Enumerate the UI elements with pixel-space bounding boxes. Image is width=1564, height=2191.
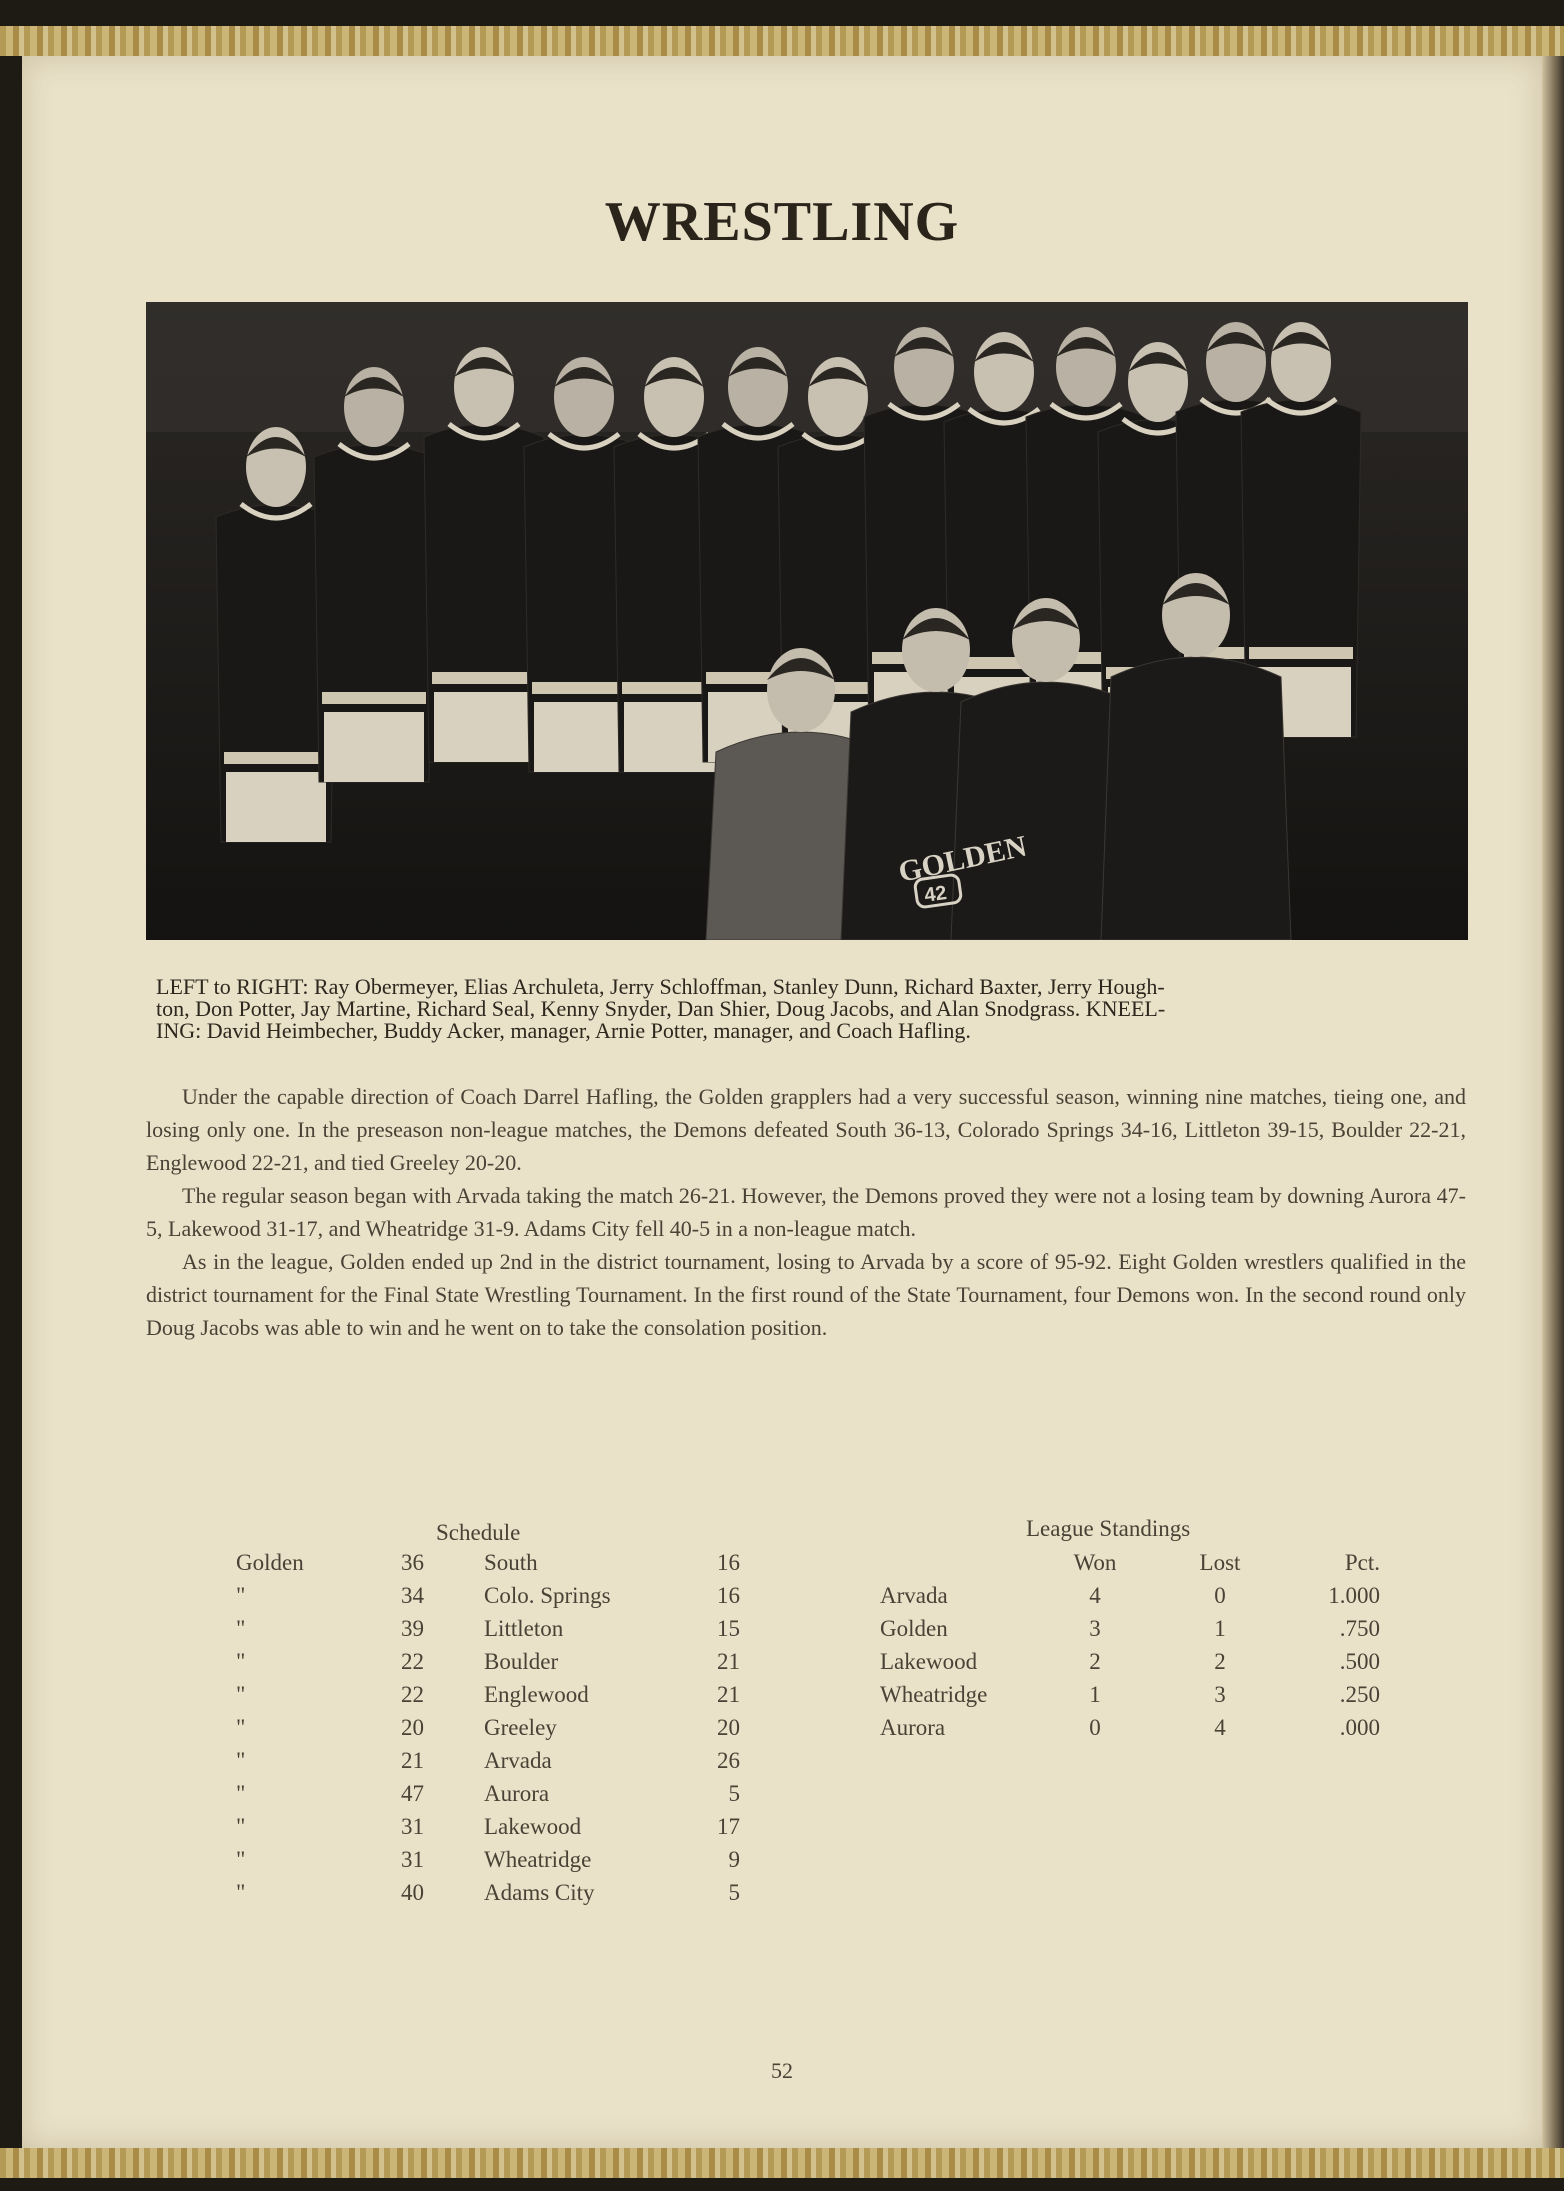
opponent-name: Arvada: [484, 1748, 552, 1773]
golden-score: 39: [401, 1616, 424, 1641]
golden-score: 40: [401, 1880, 424, 1905]
opponent-score: 17: [717, 1814, 740, 1839]
jersey-lettering: GOLDEN: [895, 829, 1030, 889]
opponent-name: Littleton: [484, 1616, 564, 1641]
caption-line: ton, Don Potter, Jay Martine, Richard Seal, Kenny Snyder, Dan Shier, Doug Jacobs, and Alan Snodgrass. KNEEL-: [156, 996, 1166, 1021]
opponent-name: Aurora: [484, 1781, 550, 1806]
opponent-name: Adams City: [484, 1880, 595, 1905]
standings-pct: .500: [1339, 1649, 1380, 1674]
opponent-score: 9: [728, 1847, 740, 1872]
standings-won: 1: [1089, 1682, 1101, 1707]
standings-lost: 2: [1214, 1649, 1226, 1674]
schedule-team: ": [236, 1583, 246, 1608]
team-photo: [146, 302, 1468, 940]
article-paragraph: The regular season began with Arvada taking the match 26-21. However, the Demons proved they were not a losing team by downing Aurora 47-5, Lakewood 31-17, and Wheatridge 31-9. Adams City fell 40-5 in a non-league match.: [146, 1183, 1466, 1241]
opponent-name: Wheatridge: [484, 1847, 592, 1872]
standings-row: [0, 1682, 1564, 1715]
golden-score: 36: [401, 1550, 424, 1575]
schedule-team: ": [236, 1649, 246, 1674]
opponent-score: 5: [728, 1781, 740, 1806]
golden-score: 21: [401, 1748, 424, 1773]
article-paragraph: Under the capable direction of Coach Darrel Hafling, the Golden grapplers had a very successful season, winning nine matches, tieing one, and losing only one. In the preseason non-league matches, the Demons defeated South 36-13, Colorado Springs 34-16, Littleton 39-15, Boulder 22-21, Englewood 22-21, and tied Greeley 20-20.: [146, 1084, 1466, 1175]
opponent-name: Colo. Springs: [484, 1583, 611, 1608]
pct-header: Pct.: [1344, 1550, 1380, 1575]
standings-row: [0, 1715, 1564, 1748]
team-photo-illustration: [146, 302, 1468, 940]
opponent-name: Greeley: [484, 1715, 557, 1740]
caption-line: LEFT to RIGHT: Ray Obermeyer, Elias Archuleta, Jerry Schloffman, Stanley Dunn, Richard Baxter, Jerry Hough-: [156, 974, 1165, 999]
standings-team: Arvada: [880, 1583, 948, 1608]
standings-won: 4: [1089, 1583, 1101, 1608]
schedule-row: [0, 1880, 800, 1913]
top-gold-border: [0, 26, 1564, 56]
opponent-name: Boulder: [484, 1649, 559, 1674]
golden-score: 22: [401, 1682, 424, 1707]
opponent-score: 5: [728, 1880, 740, 1905]
standings-team: Golden: [880, 1616, 948, 1641]
schedule-team: ": [236, 1814, 246, 1839]
photo-caption: [156, 976, 1456, 1042]
schedule-team: ": [236, 1715, 246, 1740]
lost-header: Lost: [1199, 1550, 1241, 1575]
page-number: 52: [771, 2058, 793, 2083]
caption-line: ING: David Heimbecher, Buddy Acker, manager, Arnie Potter, manager, and Coach Hafling.: [156, 1018, 971, 1043]
schedule-row: [0, 1781, 800, 1814]
opponent-score: 21: [717, 1649, 740, 1674]
golden-score: 22: [401, 1649, 424, 1674]
won-header: Won: [1073, 1550, 1117, 1575]
standings-lost: 3: [1214, 1682, 1226, 1707]
standings-row: [0, 1616, 1564, 1649]
standings-header-row: [0, 1550, 1564, 1583]
schedule-team: ": [236, 1682, 246, 1707]
standings-row: [0, 1583, 1564, 1616]
schedule-row: [0, 1748, 800, 1781]
schedule-team: ": [236, 1847, 246, 1872]
bottom-gold-border: [0, 2148, 1564, 2178]
golden-score: 31: [401, 1814, 424, 1839]
opponent-name: Lakewood: [484, 1814, 582, 1839]
schedule-team: ": [236, 1781, 246, 1806]
schedule-team: Golden: [236, 1550, 304, 1575]
standings-team: Aurora: [880, 1715, 946, 1740]
standings-won: 2: [1089, 1649, 1101, 1674]
schedule-team: ": [236, 1616, 246, 1641]
standings-pct: .000: [1339, 1715, 1380, 1740]
golden-score: 31: [401, 1847, 424, 1872]
schedule-row: [0, 1847, 800, 1880]
jersey-number: 42: [923, 881, 949, 907]
article-paragraph: As in the league, Golden ended up 2nd in the district tournament, losing to Arvada by a score of 95-92. Eight Golden wrestlers qualified in the district tournament for the Final State Wrestling Tournament. In the first round of the State Tournament, four Demons won. In the second round only Doug Jacobs was able to win and he went on to take the consolation position.: [146, 1249, 1466, 1340]
golden-score: 47: [401, 1781, 424, 1806]
standings-row: [0, 1649, 1564, 1682]
opponent-name: Englewood: [484, 1682, 589, 1707]
standings-lost: 1: [1214, 1616, 1226, 1641]
book-spine-edge: [1542, 56, 1564, 2148]
opponent-score: 16: [717, 1583, 740, 1608]
standings-won: 0: [1089, 1715, 1101, 1740]
standings-team: Lakewood: [880, 1649, 978, 1674]
standings-lost: 0: [1214, 1583, 1226, 1608]
schedule-team: ": [236, 1880, 246, 1905]
golden-score: 20: [401, 1715, 424, 1740]
golden-score: 34: [401, 1583, 424, 1608]
standings-title: League Standings: [1026, 1516, 1191, 1541]
standings-pct: .750: [1339, 1616, 1380, 1641]
opponent-name: South: [484, 1550, 538, 1575]
schedule-title: Schedule: [436, 1520, 521, 1545]
opponent-score: 15: [717, 1616, 740, 1641]
opponent-score: 26: [717, 1748, 740, 1773]
page-title: WRESTLING: [604, 191, 960, 253]
standings-team: Wheatridge: [880, 1682, 988, 1707]
article-body: [146, 1080, 1466, 1344]
schedule-row: [0, 1814, 800, 1847]
standings-pct: .250: [1339, 1682, 1380, 1707]
standings-pct: 1.000: [1328, 1583, 1380, 1608]
opponent-score: 21: [717, 1682, 740, 1707]
opponent-score: 16: [717, 1550, 740, 1575]
schedule-team: ": [236, 1748, 246, 1773]
standings-lost: 4: [1214, 1715, 1226, 1740]
standings-won: 3: [1089, 1616, 1101, 1641]
opponent-score: 20: [717, 1715, 740, 1740]
